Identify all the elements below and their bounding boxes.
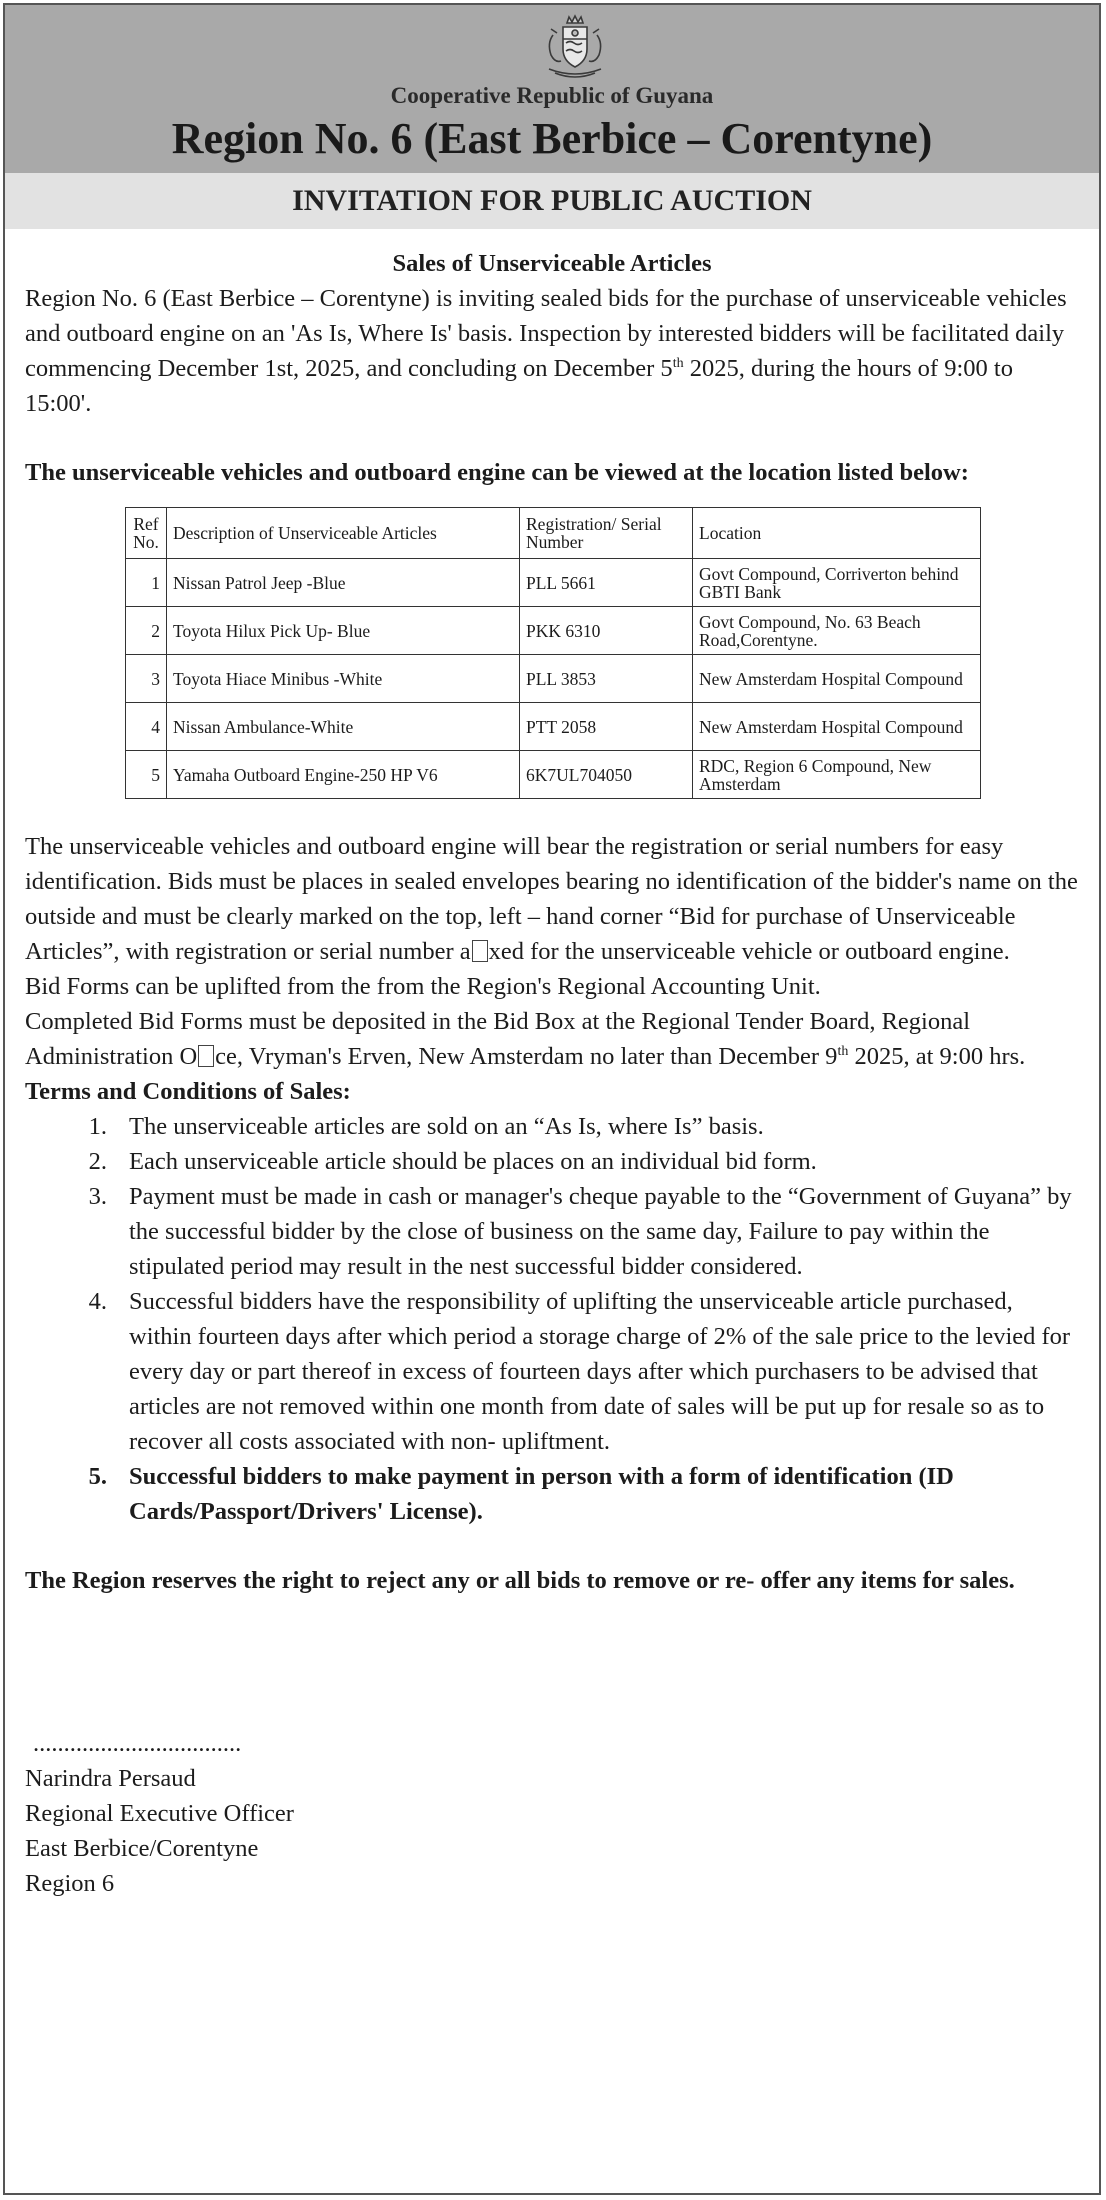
table-row [126, 607, 981, 655]
term-number: 5. [88, 1463, 107, 1490]
deposit-text: Completed Bid Forms must be deposited in the Bid Box at the Regional Tender Board, Regional Administration O [25, 1008, 971, 1070]
term-text: The unserviceable articles are sold on an “As Is, where Is” basis. [129, 1113, 764, 1140]
row-ref: 2 [126, 607, 167, 655]
signatory-region: Region 6 [25, 1870, 115, 1897]
row-location: New Amsterdam Hospital Compound [693, 655, 981, 703]
row-location: Govt Compound, Corriverton behind GBTI Bank [693, 559, 981, 607]
body-section [25, 829, 1079, 1074]
intro-text: Region No. 6 (East Berbice – Corentyne) is inviting sealed bids for the purchase of unserviceable vehicles and outboard engine on an 'As Is, Where Is' basis. Inspection by interested bidders will be facilitated daily commencing December 1st, 2025, and concluding on December 5 [25, 285, 1067, 382]
notice-type-banner: INVITATION FOR PUBLIC AUCTION [5, 173, 1099, 229]
deposit-text-end: 2025, at 9:00 hrs. [848, 1043, 1026, 1070]
term-number: 1. [88, 1113, 107, 1140]
table-row [126, 703, 981, 751]
header-location: Location [693, 508, 981, 559]
term-text: Each unserviceable article should be places on an individual bid form. [129, 1148, 817, 1175]
articles-table [125, 507, 981, 799]
header-description: Description of Unserviceable Articles [167, 508, 520, 559]
notice-header [5, 5, 1099, 173]
term-text: Payment must be made in cash or manager's cheque payable to the “Government of Guyana” by the successful bidder by the close of business on the same day, Failure to pay within the stipulated period may result in the nest successful bidder considered. [129, 1183, 1072, 1280]
intro-text-end: 2025, during the hours of 9:00 to 15:00'. [25, 355, 1013, 417]
bid-forms-paragraph: Bid Forms can be uplifted from the from the Region's Regional Accounting Unit. [25, 973, 821, 1000]
identification-text: The unserviceable vehicles and outboard engine will bear the registration or serial numbers for easy identification. Bids must be places in sealed envelopes bearing no identification of the bidder's name on the outside and must be clearly marked on the top, left – hand corner “Bid for purchase of Unserviceable Articles”, with registration or serial number a [25, 833, 1078, 965]
row-ref: 1 [126, 559, 167, 607]
intro-paragraph [25, 281, 1079, 421]
list-item [25, 1284, 1079, 1459]
signatory-name: Narindra Persaud [25, 1765, 196, 1792]
row-location: RDC, Region 6 Compound, New Amsterdam [693, 751, 981, 799]
terms-heading: Terms and Conditions of Sales: [25, 1078, 351, 1105]
identification-text-end: xed for the unserviceable vehicle or outboard engine. [488, 938, 1010, 965]
list-item [25, 1144, 1079, 1179]
row-location: New Amsterdam Hospital Compound [693, 703, 981, 751]
term-number: 3. [88, 1183, 107, 1210]
deposit-superscript: th [837, 1043, 849, 1059]
closing-statement: The Region reserves the right to reject any or all bids to remove or re- offer any items for sales. [25, 1567, 1015, 1594]
terms-list [25, 1109, 1079, 1529]
signature-block [25, 1726, 1079, 1901]
row-description: Nissan Ambulance-White [167, 703, 520, 751]
row-registration: PKK 6310 [520, 607, 693, 655]
region-title: Region No. 6 (East Berbice – Corentyne) [171, 114, 933, 163]
identification-paragraph [25, 829, 1079, 969]
missing-glyph-box [198, 1045, 214, 1067]
row-registration: 6K7UL704050 [520, 751, 693, 799]
term-text: Successful bidders have the responsibility of uplifting the unserviceable article purchased, within fourteen days after which period a storage charge of 2% of the sale price to the levied for every day or part thereof in excess of fourteen days after which purchasers to be advised that articles are not removed within one month from date of sales will be put up for resale so as to recover all costs associated with non- upliftment. [129, 1288, 1071, 1455]
list-item [25, 1459, 1079, 1529]
term-text: Successful bidders to make payment in person with a form of identification (ID Cards/Passport/Drivers' License). [129, 1463, 954, 1525]
location-heading: The unserviceable vehicles and outboard engine can be viewed at the location listed below: [25, 459, 969, 486]
row-ref: 3 [126, 655, 167, 703]
header-registration: Registration/ Serial Number [520, 508, 693, 559]
signatory-area: East Berbice/Corentyne [25, 1835, 259, 1862]
deposit-text-mid: ce, Vryman's Erven, New Amsterdam no later than December 9 [215, 1043, 838, 1070]
table-row [126, 655, 981, 703]
row-ref: 4 [126, 703, 167, 751]
signatory-title: Regional Executive Officer [25, 1800, 294, 1827]
row-description: Yamaha Outboard Engine-250 HP V6 [167, 751, 520, 799]
notice-content [5, 247, 1099, 1901]
row-ref: 5 [126, 751, 167, 799]
row-registration: PTT 2058 [520, 703, 693, 751]
deposit-paragraph [25, 1004, 1079, 1074]
header-ref: Ref No. [126, 508, 167, 559]
guyana-coat-of-arms-icon [539, 13, 611, 81]
list-item [25, 1179, 1079, 1284]
table-row [126, 559, 981, 607]
row-location: Govt Compound, No. 63 Beach Road,Corentyne. [693, 607, 981, 655]
auction-notice [3, 3, 1101, 2195]
term-number: 4. [88, 1288, 107, 1315]
row-description: Toyota Hiace Minibus -White [167, 655, 520, 703]
list-item [25, 1109, 1079, 1144]
intro-superscript: th [672, 355, 684, 371]
sales-title: Sales of Unserviceable Articles [392, 250, 712, 277]
row-description: Nissan Patrol Jeep -Blue [167, 559, 520, 607]
missing-glyph-box [472, 940, 488, 962]
row-description: Toyota Hilux Pick Up- Blue [167, 607, 520, 655]
term-number: 2. [88, 1148, 107, 1175]
table-row [126, 751, 981, 799]
row-registration: PLL 5661 [520, 559, 693, 607]
row-registration: PLL 3853 [520, 655, 693, 703]
table-header-row [126, 508, 981, 559]
country-name: Cooperative Republic of Guyana [390, 83, 714, 108]
signature-line: .................................. [33, 1730, 242, 1757]
